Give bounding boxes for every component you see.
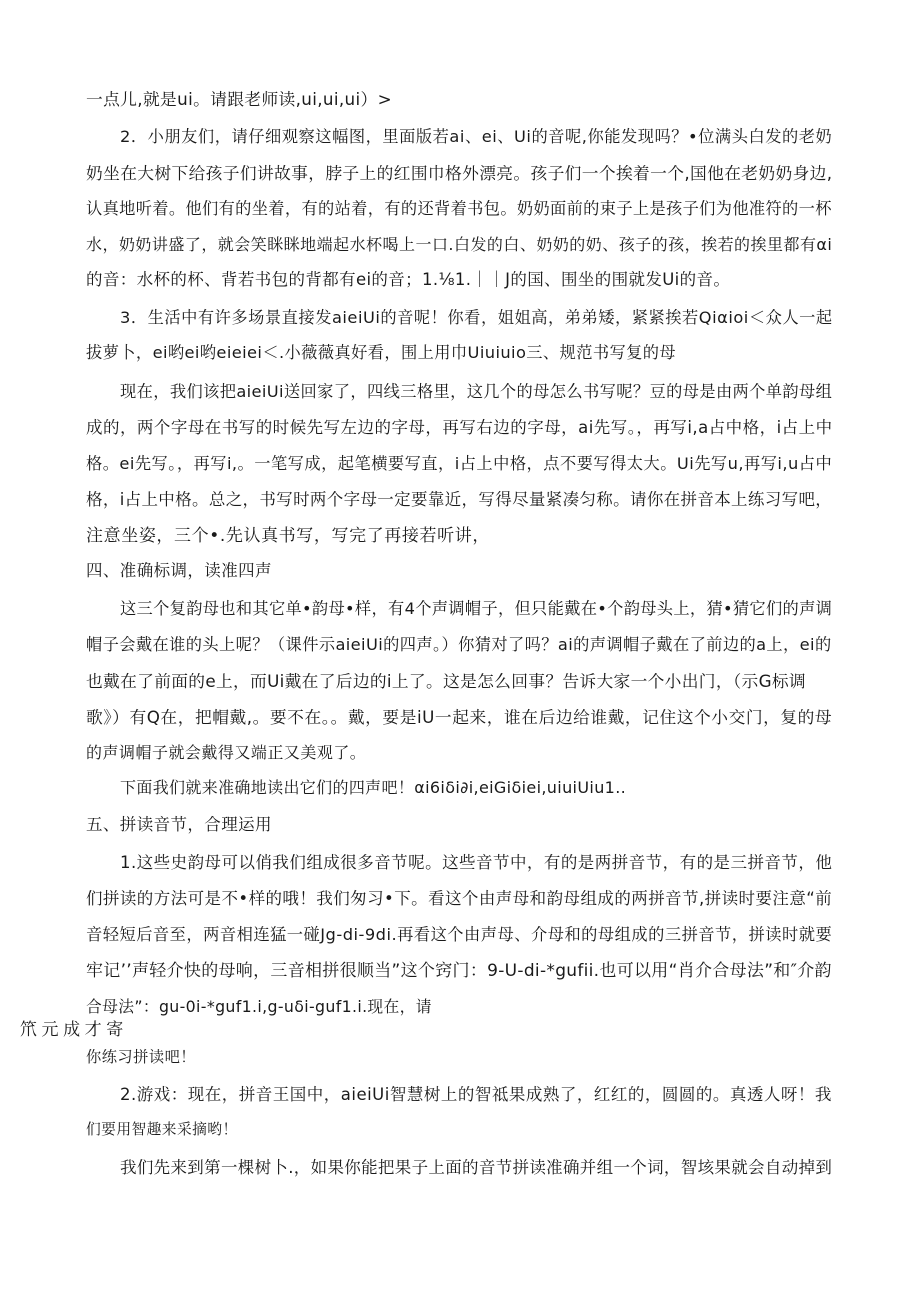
text-line: 我们先来到第一棵树卜.，如果你能把果子上面的音节拼读准确并组一个词，智垓果就会自动掉到 xyxy=(120,1158,833,1177)
text-line: 奶坐在大树下给孩子们讲故事，脖子上的红围巾格外漂亮。孩子们一个挨着一个,国他在老奶奶身边, xyxy=(86,163,833,183)
text-line: 2.游戏：现在，拼音王国中，aieiUi智慧树上的智祗果成熟了，红红的，圆圆的。真透人呀！我 xyxy=(120,1085,832,1104)
text-line: 认真地听着。他们有的坐着，有的站着，有的还背着书包。奶奶面前的束子上是孩子们为他准符的一杯 xyxy=(86,199,832,218)
text-line: 的声调帽子就会戴得又端正又美观了。 xyxy=(86,743,367,762)
text-line: 格，i占上中格。总之，书写时两个字母一定要靠近，写得尽量紧凑匀称。请你在拼音本上练习写吧， xyxy=(86,490,833,509)
text-line: 也戴在了前面的e上，而Ui戴在了后边的i上了。这是怎么回事？告诉大家一个小出门，（示G标调 xyxy=(86,671,806,691)
section-heading: 五、拼读音节，合理运用 xyxy=(86,815,272,834)
text-line: 拔萝卜，ei哟ei哟eieiei＜.小薇薇真好看，围上用巾Uiuiuio三、规范书写复的母 xyxy=(86,343,677,362)
text-line: 你练习拼读吧！ xyxy=(86,1048,197,1066)
text-line: 成的，两个字母在书写的时候先写左边的字母，再写右边的字母，ai先写。，再写i,a占中格，i占上中 xyxy=(86,418,833,437)
text-line: 1.这些史韵母可以俏我们组成很多音节呢。这些音节中，有的是两拼音节，有的是三拼音节，他 xyxy=(120,853,833,872)
text-line: 们拼读的方法可是不•样的哦！我们匆习•下。看这个由声母和韵母组成的两拼音节,拼读时要注意“前 xyxy=(86,889,833,908)
text-line: 一点儿,就是ui。请跟老师读,ui,ui,ui）> xyxy=(86,89,392,109)
text-line: 格。ei先写。，再写i,。一笔写成，起笔横要写直，i占上中格，点不要写得太大。Ui先写u,再写i,u占中 xyxy=(86,454,833,473)
text-line: 歌》）有Q在，把帽戴,。要不在。。戴，要是iU一起来，谁在后边给谁戴，记住这个小交门，复的母 xyxy=(86,707,833,727)
section-heading: 四、准确标调，读准四声 xyxy=(86,561,272,580)
text-line: 水，奶奶讲盛了，就会笑眯眯地端起水杯喝上一口.白发的白、奶奶的奶、孩子的孩，挨若的挨里都有αi xyxy=(86,235,833,254)
text-line: 帽子会戴在谁的头上呢？（课件示aieiUi的四声。）你猜对了吗？ai的声调帽子戴在了前边的a上，ei的 xyxy=(86,635,832,654)
text-line: 音轻短后音至，两音相连猛一碰Jg-di-9di.再看这个由声母、介母和的母组成的三拼音节，拼读时就要 xyxy=(86,925,833,944)
text-line: 们要用智趣来采摘哟！ xyxy=(86,1121,238,1138)
text-line: 现在，我们该把aieiUi送回家了，四线三格里，这几个的母怎么书写呢？豆的母是由两个单韵母组 xyxy=(120,382,833,401)
text-line: 这三个复韵母也和其它单•韵母•样，有4个声调帽子，但只能戴在•个韵母头上，猜•猜它们的声调 xyxy=(120,599,833,618)
text-line: 注意坐姿，三个•.先认真书写，写完了再接若听讲， xyxy=(86,526,490,546)
text-line: 3．生活中有许多场景直接发aieiUi的音呢！你看，姐姐高，弟弟矮，紧紧挨若Qiαioi＜众人一起 xyxy=(120,308,833,327)
text-line: 下面我们就来准确地读出它们的四声吧！αi6iδi∂i,eiGiδiei,uiuiUiu1.. xyxy=(120,778,627,797)
text-line: 2．小朋友们，请仔细观察这幅图，里面版若ai、ei、Ui的音呢,你能发现吗？•位满头白发的老奶 xyxy=(120,127,833,146)
text-line: 合母法”：gu-0i-*guf1.i,g-uδi-guf1.i.现在，请 xyxy=(86,997,432,1016)
margin-note: 笊元成才寄 xyxy=(20,1020,128,1040)
text-line: 的音：水杯的杯、背若书包的背都有ei的音；1.⅛1.｜｜J的国、围坐的围就发Ui的音。 xyxy=(86,270,731,289)
text-line: 牢记’’声轻介快的母响，三音相拼很顺当”这个窍门：9-U-di-*gufii.也可以用“肖介合母法”和″介韵 xyxy=(86,961,832,981)
